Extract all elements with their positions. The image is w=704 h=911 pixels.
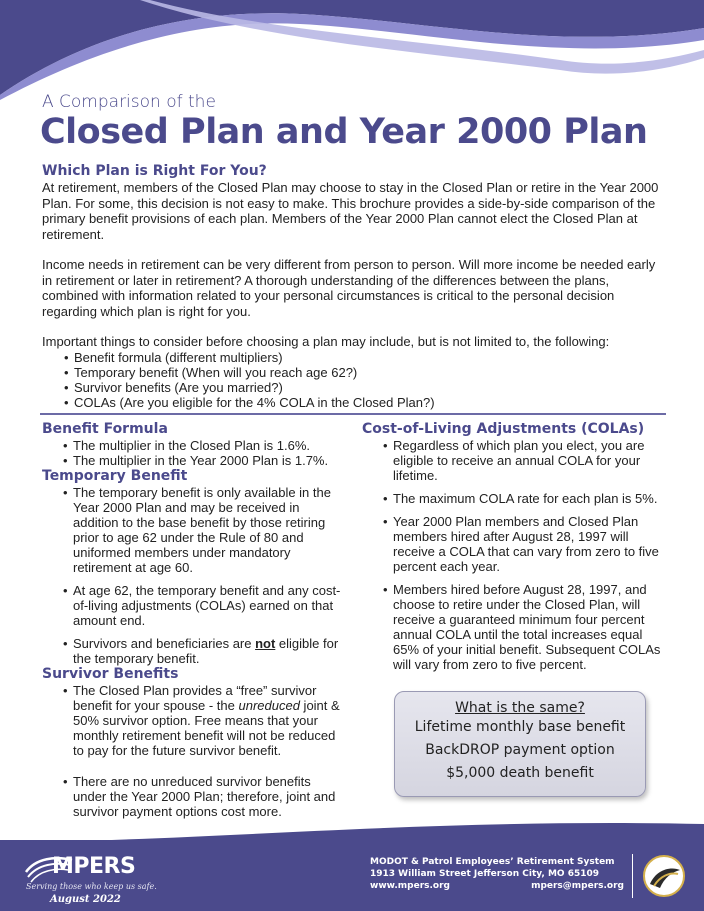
list-item: • At age 62, the temporary benefit and any cost-of-living adjustments (COLAs) earned on that amount end. xyxy=(63,583,342,628)
page-title: Closed Plan and Year 2000 Plan xyxy=(40,112,648,152)
logo-text: MPERS xyxy=(52,854,136,879)
left-column xyxy=(42,421,342,827)
list-item: • Regardless of which plan you elect, you are eligible to receive an annual COLA for your lifetime. xyxy=(383,438,662,483)
same-box-item: BackDROP payment option xyxy=(425,742,615,758)
mpers-seal-icon xyxy=(642,854,686,898)
text-run: joint & 50% survivor option. Free means that your monthly retirement benefit will not be reduced to pay for the future survivor benefit. xyxy=(73,698,340,758)
organization-name: MODOT & Patrol Employees’ Retirement System xyxy=(370,857,615,867)
list-item: • Year 2000 Plan members and Closed Plan members hired after August 28, 1997 will receive a COLA that can vary from zero to five percent each year. xyxy=(383,514,662,574)
list-item: • Members hired before August 28, 1997, and choose to retire under the Closed Plan, will receive a guaranteed minimum four percent annual COLA until the total increases equal 65% of your initial benefit. Subsequent COLAs will vary from zero to five percent. xyxy=(383,582,662,672)
contact-row xyxy=(370,880,624,892)
text-run: eligible for the temporary benefit. xyxy=(73,636,339,666)
benefit-formula-list xyxy=(63,438,342,468)
list-item: • Survivor benefits (Are you married?) xyxy=(64,380,667,395)
intro-paragraph-3: Important things to consider before choosing a plan may include, but is not limited to, the following: xyxy=(42,334,610,349)
list-item: • The temporary benefit is only available in the Year 2000 Plan and may be received in addition to the base benefit by those retiring prior to age 62 under the Rule of 80 and uniformed members under mandatory retirement at age 60. xyxy=(63,485,342,575)
organization-address: 1913 William Street Jefferson City, MO 65109 xyxy=(370,869,600,879)
list-item xyxy=(63,636,342,666)
same-box-title: What is the same? xyxy=(455,700,585,716)
section-divider xyxy=(40,413,666,415)
intro-section xyxy=(42,163,667,410)
footer-divider xyxy=(632,854,633,898)
footer xyxy=(0,840,704,911)
text-run: Survivors and beneficiaries are xyxy=(73,636,256,651)
temporary-benefit-list xyxy=(63,485,342,666)
emphasis-unreduced: unreduced xyxy=(238,698,300,713)
intro-paragraph-1: At retirement, members of the Closed Plan may choose to stay in the Closed Plan or retire in the Year 2000 Plan. For some, this decision is not easy to make. This brochure provides a side-by-side comparison of the primary benefit provisions of each plan. Members of the Year 2000 Plan cannot elect the Closed Plan at retirement. xyxy=(42,180,659,242)
benefit-formula-heading: Benefit Formula xyxy=(42,421,168,437)
right-column xyxy=(362,421,662,680)
text-run: The Closed Plan provides a “free” survivor benefit for your spouse - the xyxy=(73,683,317,713)
header-swoosh-decoration xyxy=(0,0,704,100)
list-item xyxy=(63,683,342,758)
intro-paragraph-2: Income needs in retirement can be very different from person to person. Will more income be needed early in retirement or later in retirement? A thorough understanding of the differences between the plans, combined with information related to your personal circumstances is critical to the personal decision regarding which plan is right for you. xyxy=(42,257,656,319)
what-is-the-same-box xyxy=(394,691,646,797)
website-link[interactable]: www.mpers.org xyxy=(370,881,450,891)
list-item: • The maximum COLA rate for each plan is 5%. xyxy=(383,491,662,506)
intro-heading: Which Plan is Right For You? xyxy=(42,163,267,179)
organization-info xyxy=(370,856,624,892)
survivor-benefits-list xyxy=(63,683,342,819)
list-item: • There are no unreduced survivor benefits under the Year 2000 Plan; therefore, joint and survivor payment options cost more. xyxy=(63,774,342,819)
list-item: • COLAs (Are you eligible for the 4% COLA in the Closed Plan?) xyxy=(64,395,667,410)
list-item: • The multiplier in the Closed Plan is 1.6%. xyxy=(63,438,342,453)
tagline: Serving those who keep us safe. xyxy=(26,882,157,891)
list-item: • Temporary benefit (When will you reach age 62?) xyxy=(64,365,667,380)
temporary-benefit-heading: Temporary Benefit xyxy=(42,468,188,484)
colas-heading: Cost-of-Living Adjustments (COLAs) xyxy=(362,421,645,437)
email-link[interactable]: mpers@mpers.org xyxy=(531,881,624,891)
survivor-benefits-heading: Survivor Benefits xyxy=(42,666,179,682)
publication-date: August 2022 xyxy=(50,894,121,905)
footer-swoosh-decoration xyxy=(0,818,704,842)
considerations-list xyxy=(64,350,667,410)
same-box-item: $5,000 death benefit xyxy=(446,765,594,781)
list-item: • The multiplier in the Year 2000 Plan is 1.7%. xyxy=(63,453,342,468)
list-item: • Benefit formula (different multipliers) xyxy=(64,350,667,365)
same-box-item: Lifetime monthly base benefit xyxy=(414,719,626,735)
emphasis-not: not xyxy=(255,636,276,651)
colas-list xyxy=(383,438,662,672)
pre-title: A Comparison of the xyxy=(42,92,216,112)
